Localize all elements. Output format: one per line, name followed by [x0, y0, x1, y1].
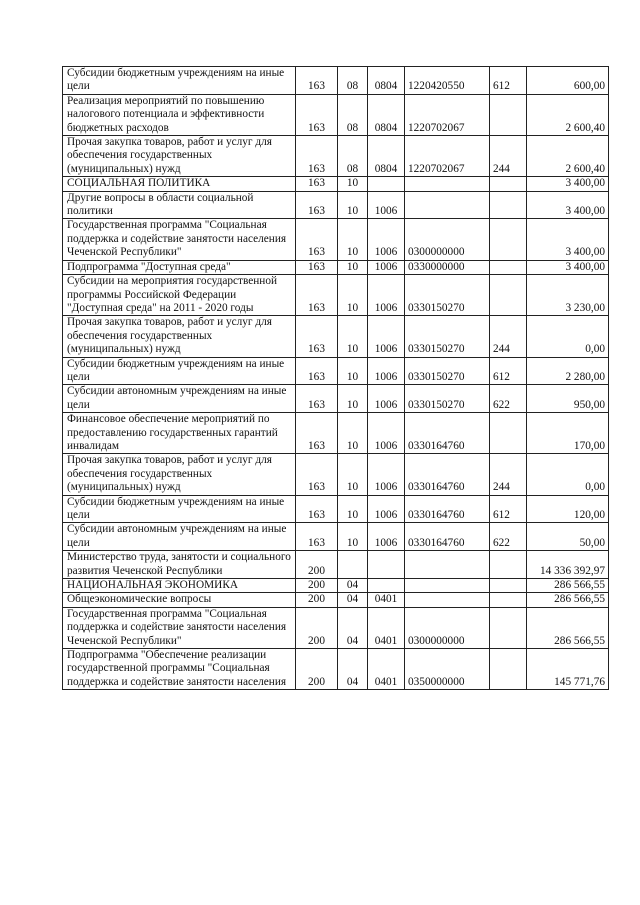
table-row	[63, 219, 609, 260]
table-row	[63, 260, 609, 274]
amount: 286 566,55	[527, 607, 609, 648]
admin-code: 163	[296, 495, 338, 523]
expense-type: 612	[490, 67, 527, 95]
subsection-code: 1006	[368, 385, 405, 413]
table-row	[63, 191, 609, 219]
expense-type	[490, 607, 527, 648]
row-name: Финансовое обеспечение мероприятий по предоставлению государственных гарантий инвалидам	[63, 413, 296, 454]
budget-table	[62, 66, 609, 690]
admin-code: 200	[296, 649, 338, 690]
subsection-code: 0401	[368, 593, 405, 607]
amount: 0,00	[527, 454, 609, 495]
section-code: 04	[338, 579, 368, 593]
amount: 3 400,00	[527, 191, 609, 219]
target-article: 0330150270	[405, 385, 490, 413]
admin-code: 163	[296, 177, 338, 191]
target-article: 0300000000	[405, 607, 490, 648]
expense-type	[490, 191, 527, 219]
row-name: Субсидии на мероприятия государственной программы Российской Федерации "Доступная среда" на 2011 - 2020 годы	[63, 275, 296, 316]
section-code: 04	[338, 593, 368, 607]
section-code: 04	[338, 649, 368, 690]
target-article: 0330000000	[405, 260, 490, 274]
row-name: Подпрограмма "Обеспечение реализации государственной программы "Социальная поддержка и содействие занятости населения	[63, 649, 296, 690]
row-name: Государственная программа "Социальная поддержка и содействие занятости населения Чеченской Республики"	[63, 607, 296, 648]
subsection-code: 0804	[368, 67, 405, 95]
section-code: 10	[338, 413, 368, 454]
subsection-code: 0401	[368, 649, 405, 690]
amount: 3 400,00	[527, 219, 609, 260]
admin-code: 163	[296, 357, 338, 385]
amount: 14 336 392,97	[527, 551, 609, 579]
subsection-code: 1006	[368, 495, 405, 523]
subsection-code: 0401	[368, 607, 405, 648]
section-code: 10	[338, 275, 368, 316]
row-name: Прочая закупка товаров, работ и услуг для обеспечения государственных (муниципальных) нужд	[63, 454, 296, 495]
table-row	[63, 275, 609, 316]
admin-code: 200	[296, 607, 338, 648]
table-row	[63, 551, 609, 579]
row-name: Прочая закупка товаров, работ и услуг для обеспечения государственных (муниципальных) нужд	[63, 136, 296, 177]
table-row	[63, 649, 609, 690]
target-article: 0350000000	[405, 649, 490, 690]
subsection-code: 1006	[368, 454, 405, 495]
target-article: 1220702067	[405, 136, 490, 177]
amount: 170,00	[527, 413, 609, 454]
amount: 3 400,00	[527, 177, 609, 191]
expense-type	[490, 649, 527, 690]
table-row	[63, 177, 609, 191]
amount: 120,00	[527, 495, 609, 523]
table-row	[63, 94, 609, 135]
table-row	[63, 523, 609, 551]
target-article: 1220702067	[405, 94, 490, 135]
subsection-code: 1006	[368, 219, 405, 260]
row-name: Субсидии автономным учреждениям на иные цели	[63, 523, 296, 551]
row-name: Другие вопросы в области социальной политики	[63, 191, 296, 219]
row-name: Субсидии бюджетным учреждениям на иные цели	[63, 495, 296, 523]
table-row	[63, 579, 609, 593]
section-code: 10	[338, 495, 368, 523]
expense-type	[490, 260, 527, 274]
section-code	[338, 551, 368, 579]
expense-type	[490, 275, 527, 316]
target-article: 0330164760	[405, 413, 490, 454]
subsection-code: 1006	[368, 260, 405, 274]
section-code: 10	[338, 385, 368, 413]
amount: 2 600,40	[527, 136, 609, 177]
admin-code: 163	[296, 260, 338, 274]
table-row	[63, 357, 609, 385]
subsection-code	[368, 551, 405, 579]
admin-code: 163	[296, 191, 338, 219]
amount: 0,00	[527, 316, 609, 357]
row-name: Субсидии бюджетным учреждениям на иные цели	[63, 357, 296, 385]
target-article: 0300000000	[405, 219, 490, 260]
row-name: НАЦИОНАЛЬНАЯ ЭКОНОМИКА	[63, 579, 296, 593]
table-row	[63, 413, 609, 454]
row-name: СОЦИАЛЬНАЯ ПОЛИТИКА	[63, 177, 296, 191]
target-article	[405, 177, 490, 191]
expense-type	[490, 593, 527, 607]
row-name: Прочая закупка товаров, работ и услуг для обеспечения государственных (муниципальных) нужд	[63, 316, 296, 357]
amount: 2 600,40	[527, 94, 609, 135]
subsection-code: 1006	[368, 316, 405, 357]
admin-code: 163	[296, 385, 338, 413]
expense-type: 244	[490, 316, 527, 357]
admin-code: 200	[296, 579, 338, 593]
admin-code: 200	[296, 593, 338, 607]
target-article	[405, 579, 490, 593]
target-article: 0330150270	[405, 316, 490, 357]
subsection-code: 1006	[368, 191, 405, 219]
table-row	[63, 593, 609, 607]
target-article: 0330164760	[405, 495, 490, 523]
target-article: 0330164760	[405, 523, 490, 551]
subsection-code: 1006	[368, 523, 405, 551]
target-article	[405, 191, 490, 219]
target-article: 0330150270	[405, 357, 490, 385]
subsection-code	[368, 177, 405, 191]
amount: 145 771,76	[527, 649, 609, 690]
table-row	[63, 385, 609, 413]
admin-code: 163	[296, 413, 338, 454]
section-code: 08	[338, 136, 368, 177]
expense-type: 244	[490, 136, 527, 177]
admin-code: 163	[296, 275, 338, 316]
section-code: 10	[338, 177, 368, 191]
expense-type	[490, 551, 527, 579]
row-name: Министерство труда, занятости и социального развития Чеченской Республики	[63, 551, 296, 579]
target-article	[405, 593, 490, 607]
expense-type: 612	[490, 357, 527, 385]
expense-type: 612	[490, 495, 527, 523]
expense-type: 622	[490, 523, 527, 551]
section-code: 04	[338, 607, 368, 648]
admin-code: 163	[296, 94, 338, 135]
subsection-code: 1006	[368, 275, 405, 316]
expense-type	[490, 177, 527, 191]
admin-code: 163	[296, 219, 338, 260]
expense-type	[490, 94, 527, 135]
subsection-code: 0804	[368, 94, 405, 135]
row-name: Субсидии бюджетным учреждениям на иные цели	[63, 67, 296, 95]
section-code: 10	[338, 316, 368, 357]
target-article: 1220420550	[405, 67, 490, 95]
admin-code: 163	[296, 67, 338, 95]
row-name: Реализация мероприятий по повышению налогового потенциала и эффективности бюджетных расходов	[63, 94, 296, 135]
expense-type: 244	[490, 454, 527, 495]
amount: 950,00	[527, 385, 609, 413]
target-article: 0330164760	[405, 454, 490, 495]
section-code: 10	[338, 523, 368, 551]
section-code: 10	[338, 260, 368, 274]
target-article: 0330150270	[405, 275, 490, 316]
subsection-code	[368, 579, 405, 593]
admin-code: 163	[296, 136, 338, 177]
admin-code: 163	[296, 454, 338, 495]
amount: 3 230,00	[527, 275, 609, 316]
table-row	[63, 67, 609, 95]
table-row	[63, 454, 609, 495]
admin-code: 200	[296, 551, 338, 579]
row-name: Государственная программа "Социальная поддержка и содействие занятости населения Чеченской Республики"	[63, 219, 296, 260]
amount: 286 566,55	[527, 593, 609, 607]
admin-code: 163	[296, 523, 338, 551]
section-code: 10	[338, 219, 368, 260]
amount: 3 400,00	[527, 260, 609, 274]
table-row	[63, 316, 609, 357]
admin-code: 163	[296, 316, 338, 357]
section-code: 10	[338, 357, 368, 385]
target-article	[405, 551, 490, 579]
section-code: 10	[338, 454, 368, 495]
table-body	[63, 67, 609, 690]
section-code: 08	[338, 94, 368, 135]
amount: 50,00	[527, 523, 609, 551]
table-row	[63, 495, 609, 523]
amount: 600,00	[527, 67, 609, 95]
section-code: 08	[338, 67, 368, 95]
subsection-code: 0804	[368, 136, 405, 177]
subsection-code: 1006	[368, 357, 405, 385]
table-row	[63, 136, 609, 177]
expense-type	[490, 579, 527, 593]
table-row	[63, 607, 609, 648]
amount: 2 280,00	[527, 357, 609, 385]
expense-type: 622	[490, 385, 527, 413]
expense-type	[490, 413, 527, 454]
subsection-code: 1006	[368, 413, 405, 454]
row-name: Субсидии автономным учреждениям на иные цели	[63, 385, 296, 413]
amount: 286 566,55	[527, 579, 609, 593]
row-name: Общеэкономические вопросы	[63, 593, 296, 607]
row-name: Подпрограмма "Доступная среда"	[63, 260, 296, 274]
expense-type	[490, 219, 527, 260]
section-code: 10	[338, 191, 368, 219]
